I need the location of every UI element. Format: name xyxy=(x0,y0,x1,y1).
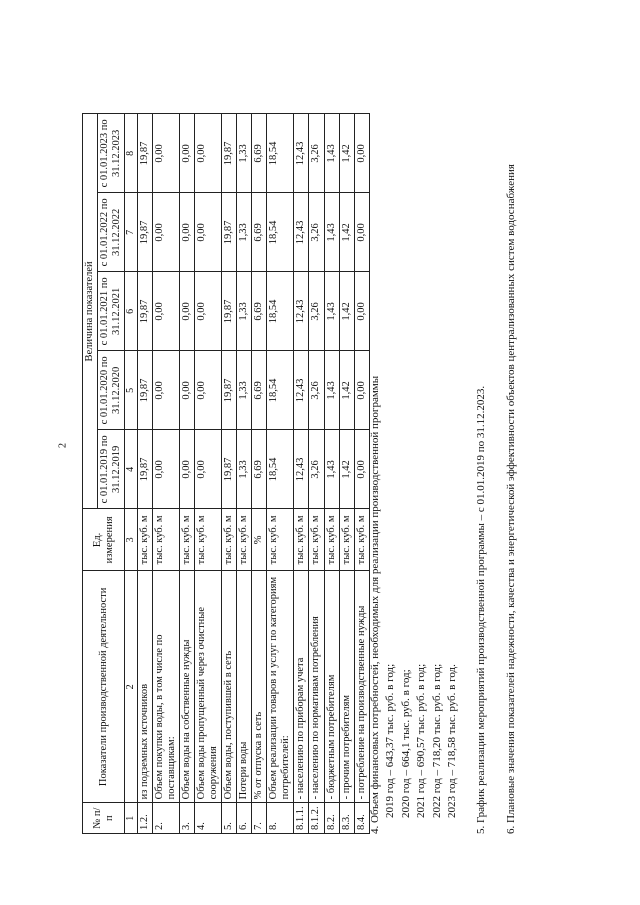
header-period: с 01.01.2023 по 31.12.2023 xyxy=(98,114,125,193)
index-cell: 3 xyxy=(125,509,138,571)
row-value: 0,00 xyxy=(179,272,194,351)
row-number: 4. xyxy=(194,803,221,834)
row-value: 0,00 xyxy=(194,114,221,193)
row-value: 6,69 xyxy=(252,351,267,430)
row-unit: тыс. куб. м xyxy=(294,509,309,571)
row-number: 7. xyxy=(252,803,267,834)
row-value: 19,87 xyxy=(137,351,152,430)
index-cell: 4 xyxy=(125,430,138,509)
row-value: 6,69 xyxy=(252,430,267,509)
row-value: 0,00 xyxy=(354,114,369,193)
row-number: 8.3. xyxy=(339,803,354,834)
section5-text: 5. График реализации мероприятий производственной программы – с 01.01.2019 по 31.12.2023. xyxy=(475,385,488,834)
row-name: Объем воды на собственные нужды xyxy=(179,571,194,803)
row-name: - населению по приборам учета xyxy=(294,571,309,803)
table-row xyxy=(152,114,179,834)
header-period: с 01.01.2019 по 31.12.2019 xyxy=(98,430,125,509)
row-value: 1,43 xyxy=(324,351,339,430)
row-value: 12,43 xyxy=(294,193,309,272)
row-value: 18,54 xyxy=(267,351,294,430)
header-period: с 01.01.2022 по 31.12.2022 xyxy=(98,193,125,272)
row-value: 1,42 xyxy=(339,430,354,509)
table-index-row xyxy=(125,114,138,834)
row-value: 0,00 xyxy=(179,114,194,193)
table-row xyxy=(324,114,339,834)
row-value: 12,43 xyxy=(294,430,309,509)
row-unit: тыс. куб. м xyxy=(324,509,339,571)
row-value: 0,00 xyxy=(179,351,194,430)
row-value: 18,54 xyxy=(267,430,294,509)
row-value: 0,00 xyxy=(152,351,179,430)
header-name: Показатели производственной деятельности xyxy=(83,571,125,803)
row-value: 1,33 xyxy=(237,272,252,351)
index-cell: 1 xyxy=(125,803,138,834)
row-name: - прочим потребителям xyxy=(339,571,354,803)
row-unit: тыс. куб. м xyxy=(179,509,194,571)
row-value: 0,00 xyxy=(194,351,221,430)
row-number: 5. xyxy=(222,803,237,834)
row-name: Объем покупки воды, в том числе по поставщикам: xyxy=(152,571,179,803)
row-value: 0,00 xyxy=(152,114,179,193)
finance-line: 2021 год – 690,57 тыс. руб. в год; xyxy=(415,663,428,818)
row-name: Объем реализации товаров и услуг по категориям потребителей: xyxy=(267,571,294,803)
row-value: 1,43 xyxy=(324,193,339,272)
finance-line: 2023 год – 718,58 тыс. руб. в год. xyxy=(445,664,458,818)
index-cell: 8 xyxy=(125,114,138,193)
row-value: 0,00 xyxy=(354,272,369,351)
table-row xyxy=(179,114,194,834)
row-value: 3,26 xyxy=(309,430,324,509)
row-unit: тыс. куб. м xyxy=(152,509,179,571)
notes-section xyxy=(368,74,519,834)
row-value: 1,33 xyxy=(237,193,252,272)
table-row xyxy=(252,114,267,834)
table-row xyxy=(222,114,237,834)
row-number: 1.2. xyxy=(137,803,152,834)
row-value: 3,26 xyxy=(309,272,324,351)
row-value: 1,42 xyxy=(339,272,354,351)
section6-text: 6. Плановые значения показателей надежности, качества и энергетической эффективности объектов централизованных систем водоснабжения xyxy=(504,164,517,834)
table-row xyxy=(194,114,221,834)
row-value: 19,87 xyxy=(222,351,237,430)
row-unit: тыс. куб. м xyxy=(237,509,252,571)
row-value: 0,00 xyxy=(354,193,369,272)
table-row xyxy=(237,114,252,834)
table-row xyxy=(354,114,369,834)
row-value: 0,00 xyxy=(179,430,194,509)
row-value: 0,00 xyxy=(152,193,179,272)
table-body xyxy=(137,114,369,834)
finance-line: 2020 год – 664,1 тыс. руб. в год; xyxy=(399,669,412,818)
row-unit: тыс. куб. м xyxy=(354,509,369,571)
header-period: с 01.01.2020 по 31.12.2020 xyxy=(98,351,125,430)
row-value: 19,87 xyxy=(222,193,237,272)
row-number: 3. xyxy=(179,803,194,834)
row-value: 0,00 xyxy=(179,193,194,272)
row-value: 18,54 xyxy=(267,272,294,351)
table-row xyxy=(137,114,152,834)
row-value: 19,87 xyxy=(222,272,237,351)
rotated-document-content xyxy=(82,74,562,834)
row-value: 19,87 xyxy=(137,430,152,509)
row-name: % от отпуска в сеть xyxy=(252,571,267,803)
row-number: 8. xyxy=(267,803,294,834)
finance-line: 2022 год – 718,20 тыс. руб. в год; xyxy=(430,663,443,818)
row-number: 8.1.2. xyxy=(309,803,324,834)
row-value: 0,00 xyxy=(152,430,179,509)
row-name: из подземных источников xyxy=(137,571,152,803)
table-row xyxy=(267,114,294,834)
row-value: 19,87 xyxy=(137,272,152,351)
row-unit: % xyxy=(252,509,267,571)
row-unit: тыс. куб. м xyxy=(267,509,294,571)
row-value: 3,26 xyxy=(309,114,324,193)
row-value: 0,00 xyxy=(354,430,369,509)
row-value: 1,33 xyxy=(237,351,252,430)
row-number: 8.4. xyxy=(354,803,369,834)
row-value: 12,43 xyxy=(294,351,309,430)
row-value: 1,42 xyxy=(339,114,354,193)
row-value: 0,00 xyxy=(194,272,221,351)
row-value: 19,87 xyxy=(137,114,152,193)
table-row xyxy=(309,114,324,834)
row-number: 2. xyxy=(152,803,179,834)
row-unit: тыс. куб. м xyxy=(194,509,221,571)
row-value: 12,43 xyxy=(294,272,309,351)
row-number: 6. xyxy=(237,803,252,834)
row-value: 18,54 xyxy=(267,114,294,193)
index-cell: 2 xyxy=(125,571,138,803)
index-cell: 7 xyxy=(125,193,138,272)
row-number: 8.1.1. xyxy=(294,803,309,834)
table-row xyxy=(339,114,354,834)
row-name: - населению по нормативам потребления xyxy=(309,571,324,803)
header-values-group: Величина показателей xyxy=(83,114,98,509)
row-number: 8.2. xyxy=(324,803,339,834)
row-value: 1,42 xyxy=(339,193,354,272)
row-value: 6,69 xyxy=(252,272,267,351)
row-unit: тыс. куб. м xyxy=(309,509,324,571)
row-value: 19,87 xyxy=(137,193,152,272)
row-name: - потребление на производственные нужды xyxy=(354,571,369,803)
row-value: 1,33 xyxy=(237,114,252,193)
row-value: 19,87 xyxy=(222,430,237,509)
page-number: 2 xyxy=(57,443,69,448)
row-value: 1,33 xyxy=(237,430,252,509)
row-value: 3,26 xyxy=(309,351,324,430)
table-header-row xyxy=(83,114,98,834)
row-value: 3,26 xyxy=(309,193,324,272)
row-unit: тыс. куб. м xyxy=(222,509,237,571)
production-indicators-table xyxy=(82,113,370,834)
row-value: 1,43 xyxy=(324,114,339,193)
row-name: Объем воды пропущенный через очистные сооружения xyxy=(194,571,221,803)
header-num: № п/п xyxy=(83,803,125,834)
row-name: - бюджетным потребителям xyxy=(324,571,339,803)
row-value: 1,43 xyxy=(324,272,339,351)
row-value: 18,54 xyxy=(267,193,294,272)
header-period: с 01.01.2021 по 31.12.2021 xyxy=(98,272,125,351)
row-name: Объем воды, поступившей в сеть xyxy=(222,571,237,803)
index-cell: 5 xyxy=(125,351,138,430)
row-value: 0,00 xyxy=(354,351,369,430)
table-row xyxy=(294,114,309,834)
row-value: 19,87 xyxy=(222,114,237,193)
row-unit: тыс. куб. м xyxy=(137,509,152,571)
row-unit: тыс. куб. м xyxy=(339,509,354,571)
section4-title: 4. Объем финансовых потребностей, необходимых для реализации производственной программы xyxy=(369,375,381,834)
row-value: 12,43 xyxy=(294,114,309,193)
row-value: 0,00 xyxy=(194,430,221,509)
row-value: 1,42 xyxy=(339,351,354,430)
finance-line: 2019 год – 643,37 тыс. руб. в год; xyxy=(384,663,397,818)
row-value: 0,00 xyxy=(152,272,179,351)
row-name: Потери воды xyxy=(237,571,252,803)
row-value: 1,43 xyxy=(324,430,339,509)
row-value: 6,69 xyxy=(252,193,267,272)
row-value: 6,69 xyxy=(252,114,267,193)
header-unit: Ед. измерения xyxy=(83,509,125,571)
index-cell: 6 xyxy=(125,272,138,351)
row-value: 0,00 xyxy=(194,193,221,272)
